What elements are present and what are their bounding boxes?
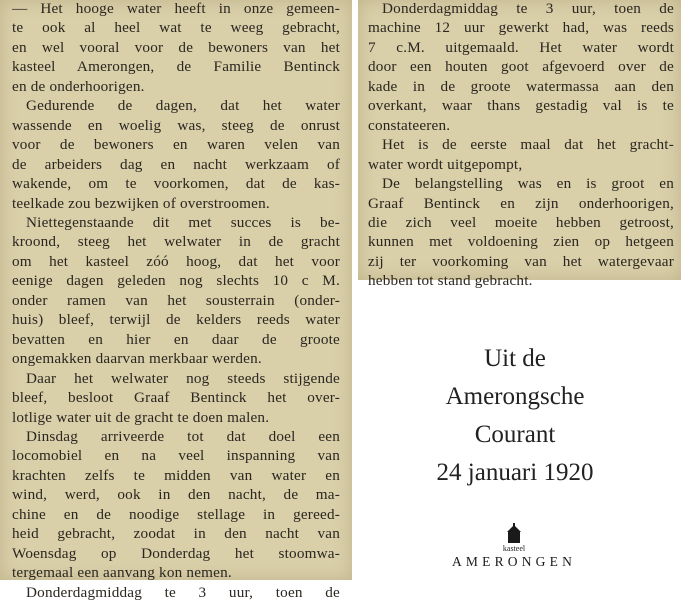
article-line: bevatten en hier en daar de groote: [12, 330, 340, 348]
article-line: Gedurende de dagen, dat het water: [26, 97, 340, 115]
article-line: De belangstelling was en is groot en: [382, 175, 674, 193]
article-line: kade in de groote watermassa aan den: [368, 77, 674, 95]
article-line: Graaf Bentinck en zijn onderhoorigen,: [368, 194, 674, 212]
article-line: — Het hooge water heeft in onze gemeen-: [12, 0, 340, 17]
kasteel-amerongen-logo: [424, 523, 604, 570]
article-line: om het kasteel zóó hoog, dat het voor: [12, 252, 340, 270]
article-line: Woensdag op Donderdag het stoomwa-: [12, 544, 340, 562]
article-line: en de onderhoorigen.: [12, 77, 145, 95]
article-line: Niettegenstaande dit met succes is be-: [26, 213, 340, 231]
article-line: Daar het welwater nog steeds stijgende: [26, 369, 340, 387]
logo-small-text: kasteel: [502, 544, 526, 553]
article-line: overkant, waar thans gestadig val is te: [368, 97, 674, 115]
caption-line: Uit de: [484, 345, 546, 372]
article-line: voor de bewoners en waren velen van: [12, 136, 340, 154]
article-line: onder ramen van het sousterrain (onder-: [12, 291, 340, 309]
article-line: chine en de noodige stellage in gereed-: [12, 505, 340, 523]
article-line: die zich veel moeite hebben getroost,: [368, 213, 674, 231]
article-line: de arbeiders dag en nacht werkzaam of: [12, 155, 340, 173]
article-line: constateeren.: [368, 116, 451, 134]
article-line: Dinsdag arriveerde tot dat doel een: [26, 427, 340, 445]
article-line: krachten zelfs te midden van water en: [12, 466, 340, 484]
article-line: wassende en woelig was, steeg de onrust: [12, 116, 340, 134]
caption-date: 24 januari 1920: [436, 459, 594, 486]
article-line: door een houten goot afgevoerd over de: [368, 58, 674, 76]
article-line: Het is de eerste maal dat het gracht-: [382, 136, 674, 154]
article-line: kasteel Amerongen, de Familie Bentinck: [12, 58, 340, 76]
article-line: te ook al heel wat te weeg gebracht,: [12, 19, 340, 37]
article-line: kunnen met voldoening zien op hetgeen: [368, 233, 674, 251]
article-line: teelkade zou bezwijken of overstroomen.: [12, 194, 270, 212]
article-line: wind, werd, ook in den nacht, de ma-: [12, 486, 340, 504]
article-line: lotlige water uit de gracht te doen malen.: [12, 408, 270, 426]
article-line: locomobiel en na veel inspanning van: [12, 447, 340, 465]
article-line: huis) bleef, terwijl de kelders reeds water: [12, 311, 340, 329]
article-line: eenige dagen geleden nog slechts 10 c M.: [12, 272, 340, 290]
article-line: water wordt uitgepompt,: [368, 155, 523, 173]
article-line: Donderdagmiddag te 3 uur, toen de: [382, 0, 674, 17]
article-column-left: [12, 0, 340, 602]
article-line: zij ter voorkoming van het watergevaar: [368, 252, 674, 270]
article-line: tergemaal een aanvang kon nemen.: [12, 564, 232, 582]
article-line: ongemakken daarvan merkbaar werden.: [12, 350, 262, 368]
source-caption: [400, 340, 630, 492]
article-line: heid gebracht, zoodat in den nacht van: [12, 525, 340, 543]
article-line: bleef, besloot Graaf Bentinck het over-: [12, 389, 340, 407]
article-line: kroond, steeg het welwater in de gracht: [12, 233, 340, 251]
newspaper-clipping-right: [358, 0, 681, 290]
article-line: 7 c.M. uitgemaald. Het water wordt: [368, 38, 674, 56]
caption-line: Courant: [474, 421, 556, 448]
logo-name-text: AMERONGEN: [451, 554, 577, 569]
caption-newspaper-name: Amerongsche: [445, 383, 585, 410]
castle-icon: [506, 523, 522, 543]
article-line: wakende, om te voorkomen, dat de kas-: [12, 175, 340, 193]
article-line: Donderdagmiddag te 3 uur, toen de: [26, 583, 340, 601]
article-line: hebben tot stand gebracht.: [368, 272, 533, 290]
article-line: machine 12 uur gewerkt had, was reeds: [368, 19, 674, 37]
article-line: en wel vooral voor de bewoners van het: [12, 38, 340, 56]
article-column-right: [368, 0, 674, 291]
